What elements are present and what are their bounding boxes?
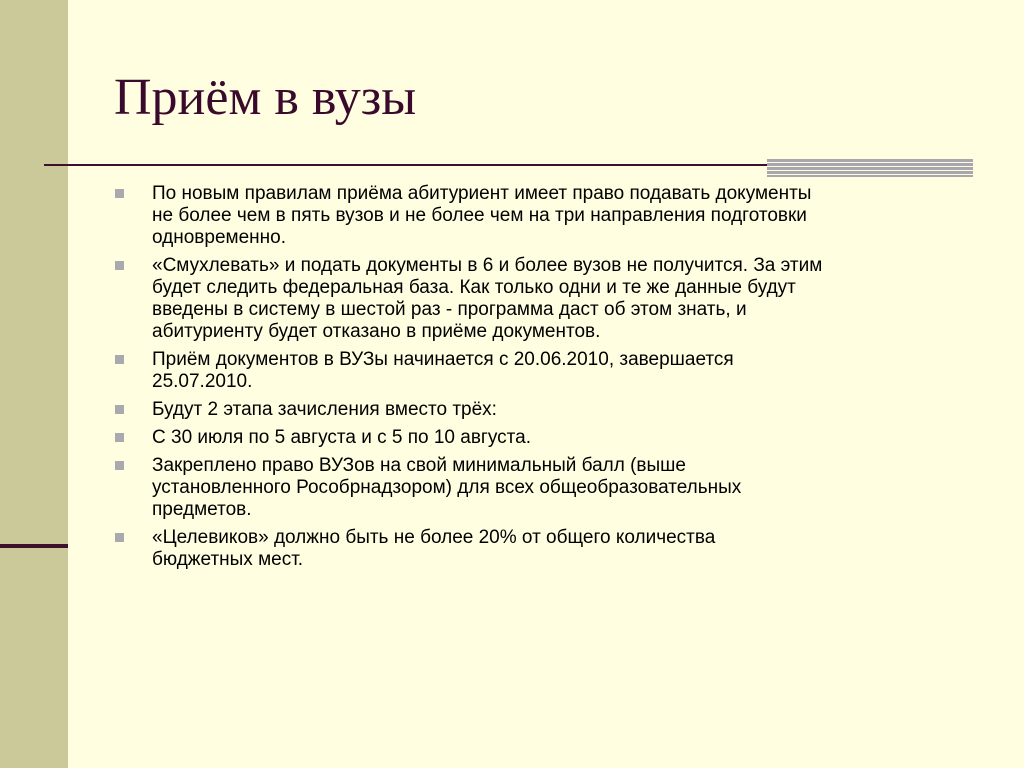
title-accent-stripes [767, 159, 973, 177]
bullet-text: Приём документов в ВУЗы начинается с 20.06.2010, завершается 25.07.2010. [152, 349, 734, 392]
gray-square-icon [115, 355, 124, 364]
gray-square-icon [115, 533, 124, 542]
side-band [0, 0, 68, 768]
list-item [112, 183, 992, 249]
gray-square-icon [115, 433, 124, 442]
gray-square-icon [115, 405, 124, 414]
bullet-text: «Целевиков» должно быть не более 20% от общего количества бюджетных мест. [152, 527, 716, 570]
bullet-text: Будут 2 этапа зачисления вместо трёх: [152, 399, 497, 420]
list-item [112, 455, 992, 521]
gray-square-icon [115, 189, 124, 198]
side-rule [0, 544, 68, 548]
list-item [112, 527, 992, 571]
bullet-text: С 30 июля по 5 августа и с 5 по 10 августа. [152, 427, 531, 448]
bullet-text: По новым правилам приёма абитуриент имеет право подавать документы не более чем в пять вузов и не более чем на три направления подготовки одновременно. [152, 183, 812, 248]
bullet-text: Закреплено право ВУЗов на свой минимальный балл (выше установленного Рособрнадзором) для всех общеобразовательных предметов. [152, 455, 742, 520]
list-item [112, 255, 992, 343]
gray-square-icon [115, 261, 124, 270]
list-item [112, 399, 992, 421]
gray-square-icon [115, 461, 124, 470]
list-item [112, 427, 992, 449]
bullet-list [112, 183, 992, 577]
list-item [112, 349, 992, 393]
slide-title: Приём в вузы [114, 69, 417, 126]
bullet-text: «Смухлевать» и подать документы в 6 и более вузов не получится. За этим будет следить федеральная база. Как только одни и те же данные будут введены в систему в шестой раз - программа даст об этом знать, и абитуриенту будет отказано в приёме документов. [152, 255, 823, 342]
